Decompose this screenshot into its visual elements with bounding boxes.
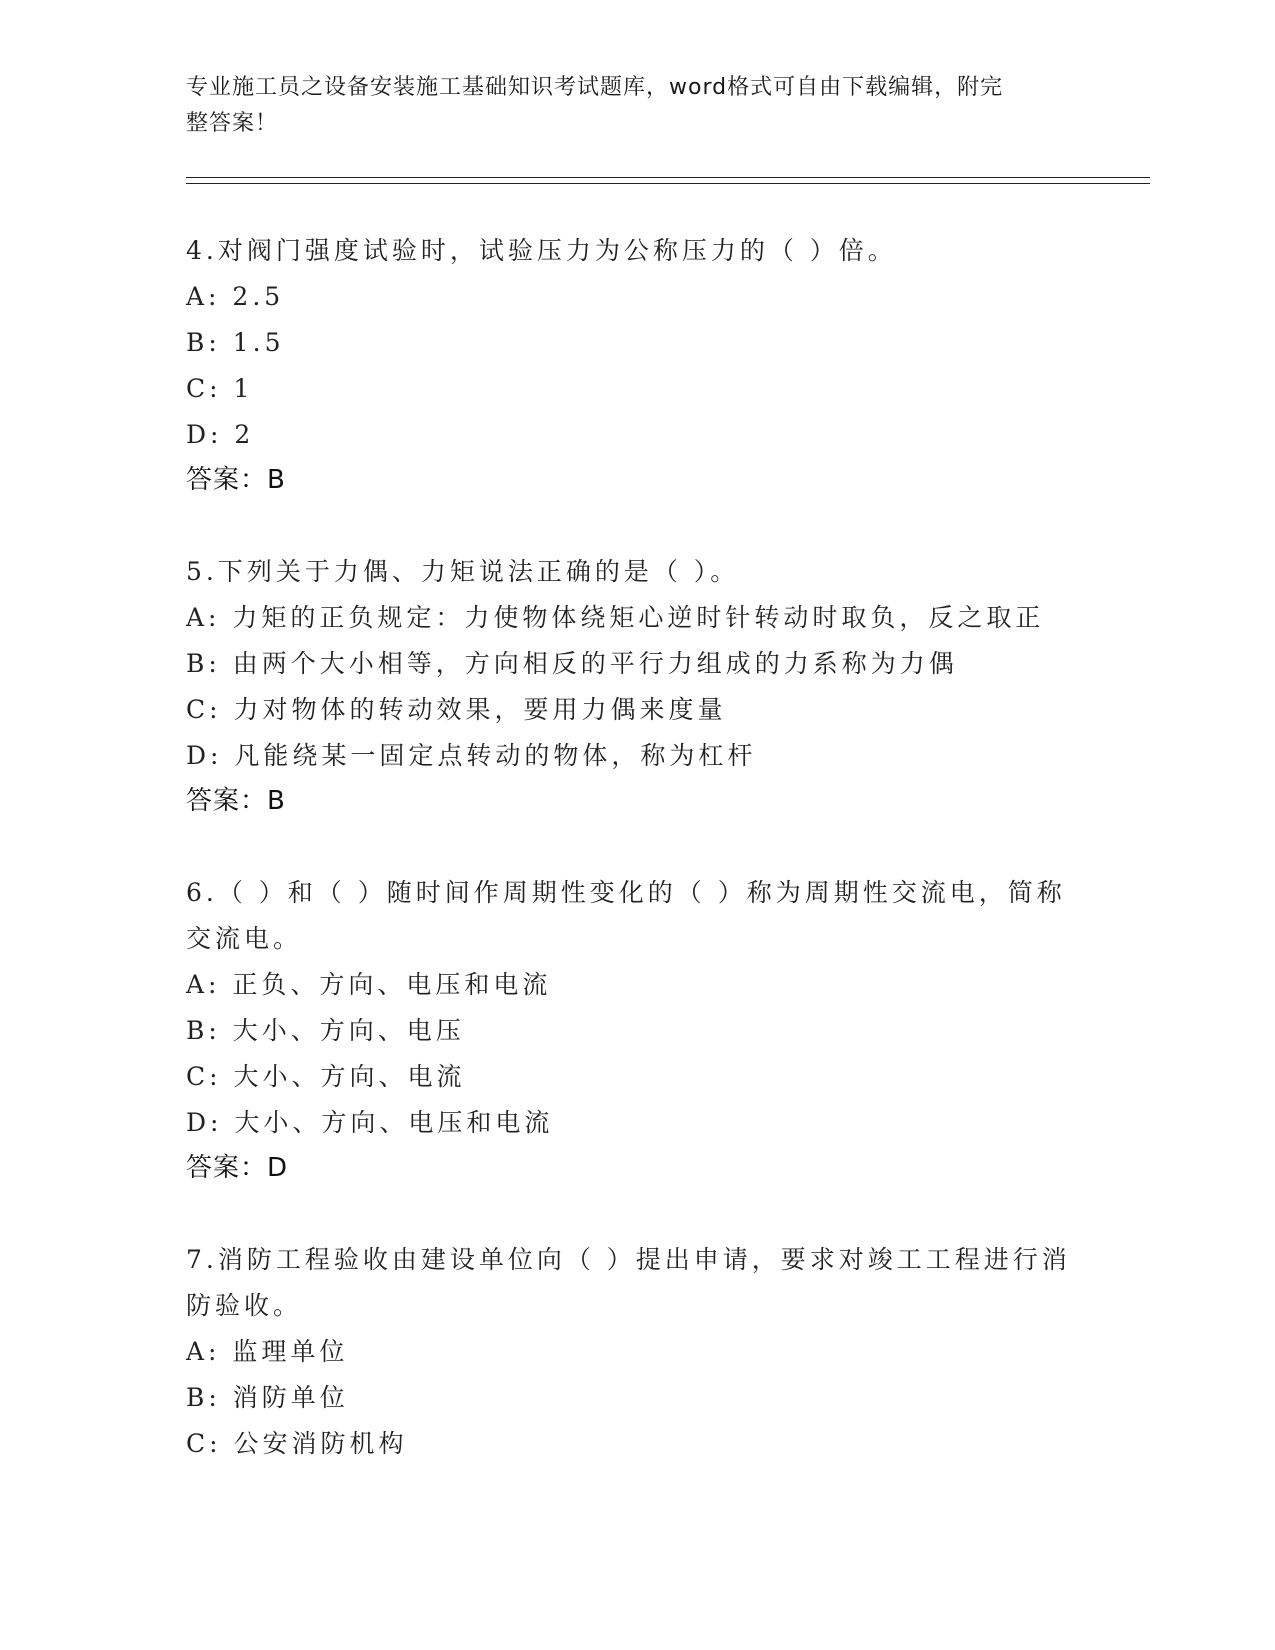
question-stem: 7.消防工程验收由建设单位向（ ）提出申请，要求对竣工工程进行消防验收。: [186, 1245, 1071, 1320]
option-c: C: 1: [186, 374, 254, 403]
question-answer: 答案：D: [186, 1153, 289, 1183]
option-b: B: 消防单位: [186, 1383, 349, 1412]
question-stem: 6.（ ）和（ ）随时间作周期性变化的（ ）称为周期性交流电，简称交流电。: [186, 878, 1066, 953]
question-5: [186, 549, 1086, 823]
option-a: A: 2.5: [186, 282, 285, 311]
question-stem: 5.下列关于力偶、力矩说法正确的是（ ）。: [186, 557, 740, 586]
option-d: D: 凡能绕某一固定点转动的物体，称为杠杆: [186, 741, 757, 770]
option-a: A: 监理单位: [186, 1337, 349, 1366]
header-line-2: 整答案！: [186, 111, 279, 136]
option-b: B: 1.5: [186, 328, 285, 357]
question-4: [186, 228, 1086, 502]
option-c: C: 公安消防机构: [186, 1429, 408, 1458]
document-header: [186, 70, 1066, 142]
option-a: A: 正负、方向、电压和电流: [186, 970, 552, 999]
option-d: D: 2: [186, 420, 255, 449]
question-answer: 答案：B: [186, 465, 286, 495]
option-d: D: 大小、方向、电压和电流: [186, 1108, 554, 1137]
option-b: B: 大小、方向、电压: [186, 1016, 465, 1045]
question-answer: 答案：B: [186, 786, 286, 816]
header-divider-bottom: [186, 183, 1150, 184]
question-list: [186, 228, 1086, 1514]
question-stem: 4.对阀门强度试验时，试验压力为公称压力的（ ）倍。: [186, 236, 897, 265]
question-7: [186, 1237, 1086, 1467]
option-c: C: 力对物体的转动效果，要用力偶来度量: [186, 695, 727, 724]
question-6: [186, 870, 1086, 1190]
header-divider-top: [186, 177, 1150, 178]
option-c: C: 大小、方向、电流: [186, 1062, 466, 1091]
option-b: B: 由两个大小相等，方向相反的平行力组成的力系称为力偶: [186, 649, 958, 678]
option-a: A: 力矩的正负规定：力使物体绕矩心逆时针转动时取负，反之取正: [186, 603, 1045, 632]
header-line-1: 专业施工员之设备安装施工基础知识考试题库，word格式可自由下载编辑，附完: [186, 75, 1004, 100]
